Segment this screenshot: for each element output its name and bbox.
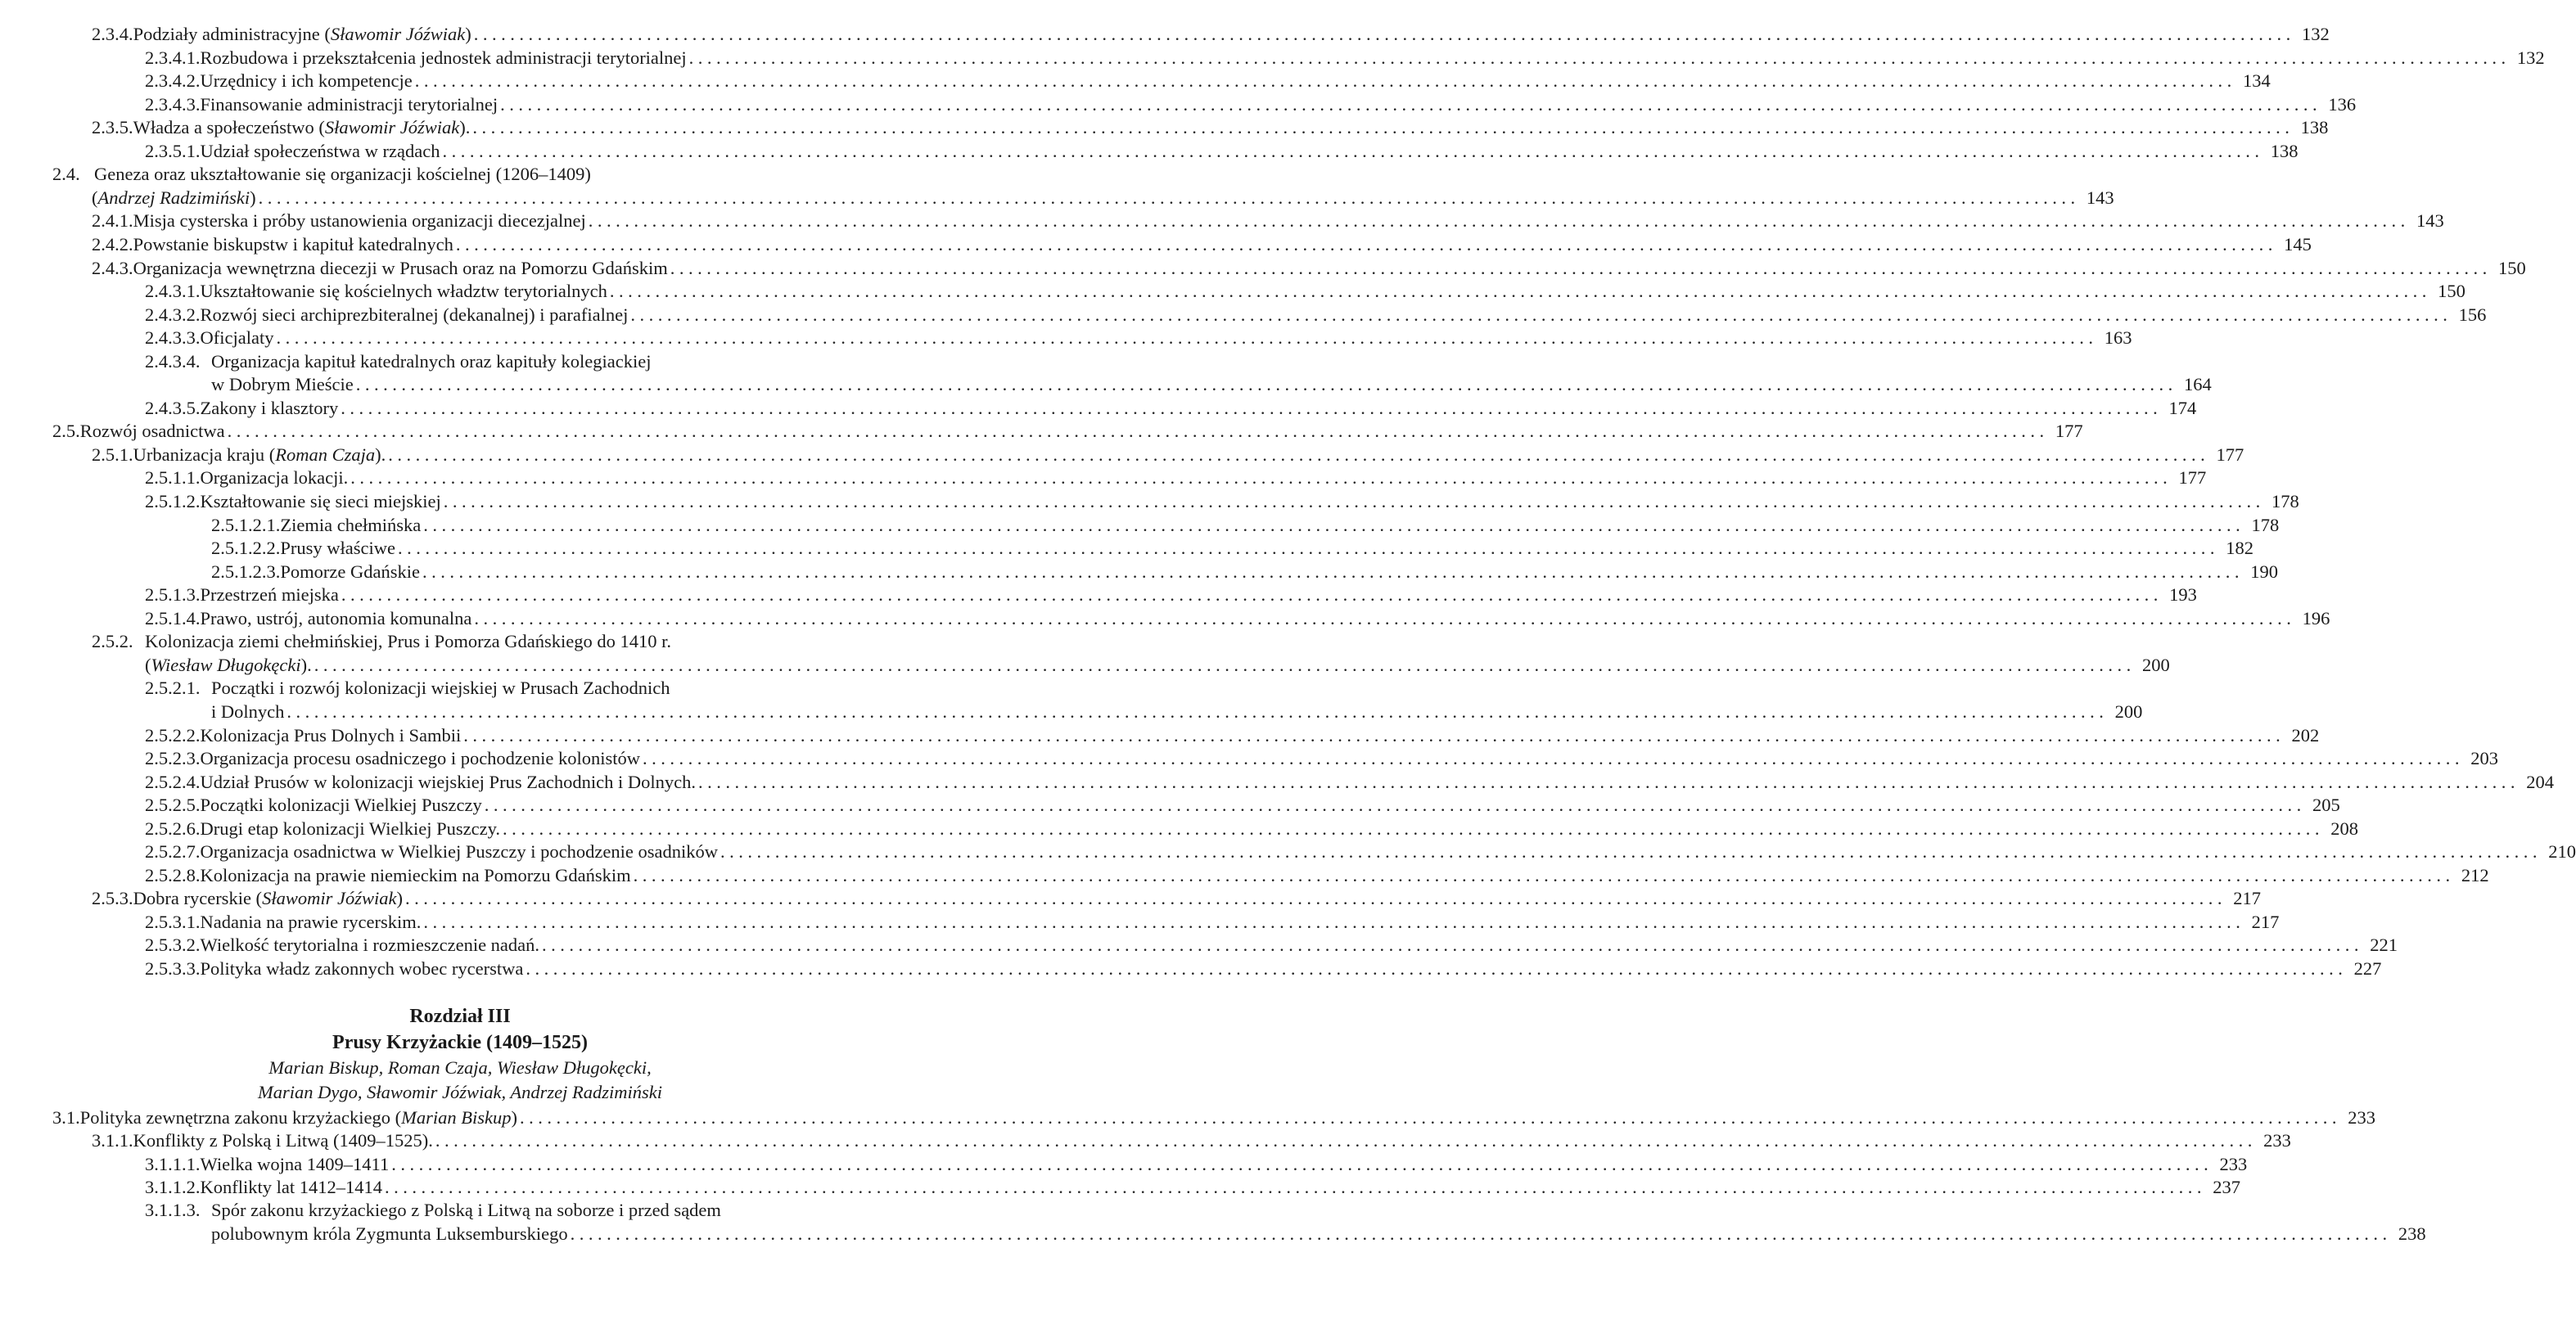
toc-entry-number: 2.5.1.2.1. [211, 514, 281, 535]
toc-entry-number: 3.1.1.2. [145, 1176, 201, 1197]
title-text: ( [92, 187, 98, 208]
page-number: 150 [2438, 281, 2465, 302]
toc-entry [145, 70, 2271, 92]
toc-entry-title [211, 1223, 568, 1246]
toc-entry-title [211, 1199, 721, 1222]
dot-leader: ........................................................................................................................................................................................................ [435, 1130, 2257, 1151]
dot-leader: ........................................................................................................................................................................................................ [258, 187, 2080, 208]
author-name: Roman Czaja [275, 444, 376, 465]
page-number: 143 [2086, 187, 2114, 208]
page-number: 217 [2233, 888, 2261, 909]
author-name: Sławomir Jóźwiak [262, 888, 397, 909]
page-number: 193 [2169, 584, 2197, 606]
title-text: Podziały administracyjne ( [133, 24, 331, 44]
title-text: ) [465, 24, 471, 44]
toc-entry [145, 397, 2197, 420]
dot-leader: ........................................................................................................................................................................................................ [473, 24, 2295, 44]
toc-entry [145, 818, 2358, 840]
page-number: 233 [2219, 1153, 2248, 1174]
toc-entry-number: 2.3.4.2. [145, 70, 201, 92]
toc-entry [145, 911, 2280, 934]
dot-leader: ........................................................................................................................................................................................................ [500, 93, 2322, 115]
page-number: 238 [2398, 1223, 2426, 1244]
toc-entry [92, 257, 2526, 280]
title-text: Nadania na prawie rycerskim. [200, 911, 422, 932]
toc-entry [145, 490, 2299, 513]
title-text: ). [300, 654, 312, 675]
toc-entry-title [133, 233, 453, 256]
title-text: Prusy właściwe [280, 538, 395, 559]
page-number: 150 [2497, 257, 2526, 278]
toc-entry [92, 444, 2244, 466]
toc-entry [52, 1106, 2375, 1129]
dot-leader: ........................................................................................................................................................................................................ [423, 911, 2245, 932]
dot-leader: ........................................................................................................................................................................................................ [463, 724, 2285, 746]
toc-entry-number: 2.5.2.4. [145, 771, 201, 792]
toc-entry-title [201, 911, 422, 934]
toc-entry [145, 140, 2299, 163]
page-number: 164 [2183, 374, 2212, 395]
title-text: Organizacja procesu osadniczego i pochodzenie kolonistów [200, 748, 641, 769]
page-number: 204 [2526, 771, 2555, 792]
toc-entry [145, 583, 2197, 606]
dot-leader: ........................................................................................................................................................................................................ [414, 70, 2236, 92]
dot-leader: ........................................................................................................................................................................................................ [633, 864, 2455, 885]
toc-entry-number: 2.5.2.6. [145, 818, 201, 839]
dot-leader: ........................................................................................................................................................................................................ [519, 1107, 2341, 1128]
toc-entry-number: 2.4.3. [92, 257, 133, 278]
toc-entry-number: 2.3.4.3. [145, 93, 201, 115]
page-number: 178 [2251, 514, 2280, 535]
title-text: Rozbudowa i przekształcenia jednostek administracji terytorialnej [200, 47, 687, 68]
toc-entry-number: 2.4.1. [92, 210, 133, 232]
title-text: Geneza oraz ukształtowanie się organizacji kościelnej (1206–1409) [94, 164, 591, 185]
page-number: 138 [2270, 140, 2299, 161]
dot-leader: ........................................................................................................................................................................................................ [422, 561, 2244, 582]
page-number: 237 [2213, 1176, 2240, 1197]
toc-entry-title [201, 934, 540, 957]
toc-entry [145, 304, 2487, 327]
title-text: ). [375, 444, 386, 465]
title-text: Zakony i klasztory [200, 397, 339, 418]
toc-entry [145, 864, 2489, 887]
page-number: 174 [2168, 397, 2197, 418]
toc-entry [52, 420, 2083, 443]
toc-entry [145, 957, 2382, 980]
toc-entry-number: 2.5.2.1. [145, 678, 201, 699]
page-number: 132 [2301, 24, 2330, 44]
title-text: Organizacja osadnictwa w Wielkiej Puszczy i pochodzenie osadników [200, 841, 718, 863]
toc-entry [145, 747, 2499, 770]
dot-leader: ........................................................................................................................................................................................................ [276, 327, 2098, 349]
toc-entry [145, 350, 651, 373]
toc-entry [211, 561, 2278, 583]
toc-entry-number: 2.5.2.7. [145, 841, 201, 863]
page-number: 233 [2348, 1107, 2375, 1128]
author-name: Sławomir Jóźwiak [324, 117, 460, 138]
title-text: Władza a społeczeństwo ( [133, 117, 325, 138]
title-text: Ukształtowanie się kościelnych władztw terytorialnych [200, 281, 607, 302]
page-number: 210 [2548, 841, 2576, 863]
page-number: 208 [2330, 818, 2358, 839]
toc-entry [145, 327, 2132, 349]
toc-entry [145, 466, 2207, 489]
page-number: 143 [2416, 210, 2444, 232]
toc-entry-number: 3.1.1. [92, 1130, 133, 1151]
toc-entry-number: 2.5.1.2. [145, 491, 201, 511]
toc-entry-title [133, 23, 471, 46]
dot-leader: ........................................................................................................................................................................................................ [698, 771, 2520, 792]
title-text: ) [396, 888, 403, 909]
dot-leader: ........................................................................................................................................................................................................ [688, 47, 2511, 68]
page-number: 203 [2470, 748, 2499, 769]
toc-entry [211, 1223, 2426, 1246]
title-text: Konflikty z Polską i Litwą (1409–1525). [133, 1130, 433, 1151]
dot-leader: ........................................................................................................................................................................................................ [227, 421, 2049, 442]
toc-entry [92, 187, 2114, 209]
title-text: Misja cysterska i próby ustanowienia organizacji diecezjalnej [133, 210, 586, 232]
toc-entry-number: 2.4.3.3. [145, 327, 201, 349]
chapter-authors-line-1: Marian Biskup, Roman Czaja, Wiesław Długokęcki, [268, 1057, 652, 1078]
dot-leader: ........................................................................................................................................................................................................ [643, 748, 2465, 769]
toc-entry-number: 2.5.2.5. [145, 795, 201, 816]
title-text: Kształtowanie się sieci miejskiej [200, 491, 441, 511]
toc-entry-number: 2.5.2.3. [145, 748, 201, 769]
toc-entry [145, 607, 2330, 630]
toc-entry-title [80, 420, 225, 443]
toc-entry-title [94, 163, 591, 186]
title-text: Rozwój sieci archiprezbiteralnej (dekanalnej) i parafialnej [200, 304, 629, 325]
title-text: Początki i rozwój kolonizacji wiejskiej w Prusach Zachodnich [211, 678, 670, 699]
dot-leader: ........................................................................................................................................................................................................ [570, 1223, 2392, 1244]
title-text: Organizacja kapituł katedralnych oraz kapituły kolegiackiej [211, 350, 652, 372]
toc-entry-title [201, 771, 697, 794]
page-number: 163 [2104, 327, 2132, 349]
title-text: Początki kolonizacji Wielkiej Puszczy [200, 795, 482, 816]
author-name: Andrzej Radzimiński [97, 187, 250, 208]
dot-leader: ........................................................................................................................................................................................................ [609, 281, 2431, 302]
toc-entry-title [145, 630, 671, 653]
toc-entry-title [201, 47, 687, 70]
toc-entry-number: 2.5.3.3. [145, 958, 201, 979]
toc-entry-number: 2.5.3.2. [145, 935, 201, 956]
page-number: 177 [2216, 444, 2244, 465]
toc-entry-number: 2.5.1.4. [145, 607, 201, 628]
dot-leader: ........................................................................................................................................................................................................ [391, 1153, 2213, 1174]
title-text: Udział społeczeństwa w rządach [200, 140, 440, 161]
toc-entry-title [211, 701, 284, 723]
toc-entry [145, 840, 2576, 863]
dot-leader: ........................................................................................................................................................................................................ [341, 397, 2163, 418]
title-text: Rozwój osadnictwa [79, 421, 225, 442]
toc-entry [145, 47, 2545, 70]
dot-leader: ........................................................................................................................................................................................................ [442, 140, 2264, 161]
toc-entry [145, 1199, 721, 1222]
page-number: 212 [2461, 864, 2489, 885]
toc-entry-number: 2.3.5.1. [145, 140, 201, 161]
toc-entry-title [211, 373, 354, 396]
toc-entry-title [280, 514, 421, 537]
toc-entry-title [201, 140, 440, 163]
dot-leader: ........................................................................................................................................................................................................ [397, 538, 2219, 559]
toc-entry-title [280, 561, 420, 583]
toc-entry-number: 2.5.1.3. [145, 584, 201, 606]
page-number: 134 [2243, 70, 2271, 92]
toc-entry-number: 2.5. [52, 421, 80, 442]
toc-entry-title [201, 747, 641, 770]
toc-entry-title [201, 93, 499, 116]
page-number: 217 [2251, 911, 2280, 932]
toc-entry-title [201, 1176, 382, 1199]
chapter-label: Rozdział III [409, 1006, 511, 1027]
title-text: ) [511, 1107, 517, 1128]
title-text: ( [145, 654, 151, 675]
dot-leader: ........................................................................................................................................................................................................ [670, 257, 2492, 278]
dot-leader: ........................................................................................................................................................................................................ [542, 935, 2364, 956]
toc-entry [92, 233, 2312, 256]
dot-leader: ........................................................................................................................................................................................................ [388, 444, 2210, 465]
title-text: Urzędnicy i ich kompetencje [200, 70, 413, 92]
page-number: 156 [2458, 304, 2487, 325]
title-text: Ziemia chełmińska [280, 514, 422, 535]
toc-entry [145, 677, 670, 700]
page-number: 233 [2263, 1130, 2291, 1151]
toc-entry-number: 2.4. [52, 164, 80, 185]
page-number: 138 [2300, 117, 2329, 138]
title-text: Oficjalaty [200, 327, 274, 349]
toc-entry-number: 2.4.2. [92, 233, 133, 255]
dot-leader: ........................................................................................................................................................................................................ [502, 818, 2324, 839]
dot-leader: ........................................................................................................................................................................................................ [455, 233, 2277, 255]
toc-entry-number: 2.5.1.2.2. [211, 538, 281, 559]
dot-leader: ........................................................................................................................................................................................................ [484, 795, 2306, 816]
toc-entry-number: 2.4.3.4. [145, 350, 201, 372]
toc-entry-number: 2.5.2. [92, 631, 133, 652]
toc-entry-number: 2.5.2.8. [145, 864, 201, 885]
toc-entry-number: 3.1. [52, 1107, 80, 1128]
page-number: 200 [2141, 654, 2170, 675]
toc-entry [145, 93, 2357, 116]
title-text: i Dolnych [211, 701, 285, 722]
toc-entry [211, 537, 2253, 560]
toc-entry-number: 2.5.2.2. [145, 724, 201, 746]
dot-leader: ........................................................................................................................................................................................................ [526, 958, 2348, 979]
toc-entry [211, 514, 2280, 537]
toc-entry-title [201, 864, 631, 887]
page-number: 205 [2312, 795, 2340, 816]
toc-entry-title [201, 840, 718, 863]
toc-entry-title [201, 280, 607, 303]
toc-entry [145, 1176, 2240, 1199]
toc-entry-title [201, 583, 339, 606]
toc-entry-number: 2.3.5. [92, 117, 133, 138]
title-text: Udział Prusów w kolonizacji wiejskiej Prus Zachodnich i Dolnych. [200, 771, 697, 792]
title-text: Wielkość terytorialna i rozmieszczenie nadań. [200, 935, 540, 956]
chapter-title: Prusy Krzyżackie (1409–1525) [332, 1032, 588, 1053]
title-text: Konflikty lat 1412–1414 [200, 1176, 382, 1197]
dot-leader: ........................................................................................................................................................................................................ [341, 584, 2163, 606]
toc-entry-title [133, 1129, 433, 1152]
dot-leader: ........................................................................................................................................................................................................ [404, 888, 2226, 909]
toc-entry [145, 724, 2320, 747]
toc-entry-title [211, 350, 651, 373]
dot-leader: ........................................................................................................................................................................................................ [630, 304, 2452, 325]
toc-entry-title [201, 397, 339, 420]
title-text: Urbanizacja kraju ( [133, 444, 276, 465]
title-text: Prawo, ustrój, autonomia komunalna [200, 607, 472, 628]
title-text: Przestrzeń miejska [200, 584, 339, 606]
toc-entry [211, 373, 2212, 396]
dot-leader: ........................................................................................................................................................................................................ [314, 654, 2136, 675]
dot-leader: ........................................................................................................................................................................................................ [423, 514, 2245, 535]
toc-entry [92, 887, 2261, 910]
page-number: 182 [2226, 538, 2253, 559]
toc-entry-number: 2.5.3. [92, 888, 133, 909]
toc-entry-title [133, 257, 668, 280]
dot-leader: ........................................................................................................................................................................................................ [474, 607, 2296, 628]
title-text: Organizacja lokacji. [200, 467, 349, 489]
title-text: ). [459, 117, 471, 138]
page-number: 177 [2055, 421, 2083, 442]
toc-entry-title [80, 1106, 517, 1129]
page-number: 196 [2302, 607, 2330, 628]
page-number: 221 [2370, 935, 2398, 956]
toc-entry-number: 2.5.3.1. [145, 911, 201, 932]
toc-entry-title [201, 818, 500, 840]
chapter-authors-line-2: Marian Dygo, Sławomir Jóźwiak, Andrzej Radzimiński [258, 1082, 662, 1102]
toc-entry-number: 2.4.3.2. [145, 304, 201, 325]
page-number: 202 [2291, 724, 2320, 746]
dot-leader: ........................................................................................................................................................................................................ [384, 1176, 2206, 1197]
title-text: Powstanie biskupstw i kapituł katedralnych [133, 233, 453, 255]
toc-entry [145, 280, 2465, 303]
title-text: Pomorze Gdańskie [280, 561, 420, 582]
toc-entry-number: 2.3.4. [92, 24, 133, 44]
dot-leader: ........................................................................................................................................................................................................ [443, 491, 2265, 511]
toc-entry-title [145, 654, 312, 677]
toc-entry-number: 3.1.1.3. [145, 1200, 201, 1221]
toc-entry-title [133, 887, 403, 910]
toc-entry-title [92, 187, 256, 209]
author-name: Wiesław Długokęcki [151, 654, 301, 675]
toc-entry-title [133, 116, 471, 139]
toc-entry [211, 701, 2143, 723]
dot-leader: ........................................................................................................................................................................................................ [588, 210, 2410, 232]
page-number: 178 [2271, 491, 2299, 511]
toc-entry-number: 2.4.3.5. [145, 397, 201, 418]
title-text: w Dobrym Mieście [211, 374, 354, 395]
title-text: polubownym króla Zygmunta Luksemburskiego [211, 1223, 568, 1244]
toc-entry-title [201, 466, 349, 489]
page-number: 136 [2328, 93, 2357, 115]
title-text: Organizacja wewnętrzna diecezji w Prusach oraz na Pomorzu Gdańskim [133, 257, 668, 278]
dot-leader: ........................................................................................................................................................................................................ [286, 701, 2109, 722]
dot-leader: ........................................................................................................................................................................................................ [355, 374, 2177, 395]
toc-entry-number: 2.3.4.1. [145, 47, 201, 68]
toc-entry-title [201, 490, 441, 513]
title-text: Finansowanie administracji terytorialnej [200, 93, 499, 115]
toc-entry [92, 630, 671, 653]
toc-entry [92, 116, 2329, 139]
toc-entry-title [201, 304, 629, 327]
title-text: Polityka zewnętrzna zakonu krzyżackiego ( [79, 1107, 402, 1128]
title-text: Drugi etap kolonizacji Wielkiej Puszczy. [200, 818, 500, 839]
title-text: Kolonizacja ziemi chełmińskiej, Prus i Pomorza Gdańskiego do 1410 r. [145, 631, 671, 652]
toc-entry [52, 163, 591, 186]
toc-entry [145, 794, 2340, 817]
toc-entry [92, 1129, 2291, 1152]
toc-entry-number: 2.5.1. [92, 444, 133, 465]
title-text: Spór zakonu krzyżackiego z Polską i Litwą na soborze i przed sądem [211, 1200, 721, 1221]
page-number: 227 [2353, 958, 2382, 979]
toc-entry [145, 934, 2398, 957]
toc-entry [145, 1153, 2248, 1176]
title-text: Kolonizacja na prawie niemieckim na Pomorzu Gdańskim [200, 864, 631, 885]
toc-entry-title [201, 1153, 390, 1176]
toc-entry-title [211, 677, 670, 700]
toc-entry-title [201, 794, 482, 817]
toc-entry-number: 3.1.1.1. [145, 1153, 201, 1174]
toc-entry-title [133, 209, 586, 232]
chapter-heading [0, 1003, 920, 1105]
title-text: Polityka władz zakonnych wobec rycerstwa [200, 958, 524, 979]
toc-entry-number: 2.4.3.1. [145, 281, 201, 302]
title-text: ) [250, 187, 256, 208]
toc-entry [145, 654, 2170, 677]
author-name: Marian Biskup [401, 1107, 512, 1128]
toc-entry [92, 23, 2330, 46]
page-number: 190 [2250, 561, 2278, 582]
page-number: 132 [2516, 47, 2545, 68]
toc-entry [145, 771, 2555, 794]
page-number: 177 [2178, 467, 2207, 489]
dot-leader: ........................................................................................................................................................................................................ [350, 467, 2172, 489]
dot-leader: ........................................................................................................................................................................................................ [472, 117, 2294, 138]
page-number: 145 [2284, 233, 2312, 255]
toc-entry-title [201, 327, 274, 349]
toc-entry-title [201, 724, 462, 747]
title-text: Kolonizacja Prus Dolnych i Sambii [200, 724, 462, 746]
toc-entry-title [201, 607, 472, 630]
page-number: 200 [2114, 701, 2143, 722]
toc-entry-title [133, 444, 386, 466]
toc-entry-title [201, 70, 413, 92]
toc-entry-title [280, 537, 395, 560]
dot-leader: ........................................................................................................................................................................................................ [720, 841, 2542, 863]
title-text: Dobra rycerskie ( [133, 888, 263, 909]
toc-entry-title [201, 957, 524, 980]
title-text: Wielka wojna 1409–1411 [200, 1153, 390, 1174]
toc-entry-number: 2.5.1.1. [145, 467, 201, 489]
author-name: Sławomir Jóźwiak [330, 24, 466, 44]
toc-entry [92, 209, 2444, 232]
toc-entry-number: 2.5.1.2.3. [211, 561, 281, 582]
